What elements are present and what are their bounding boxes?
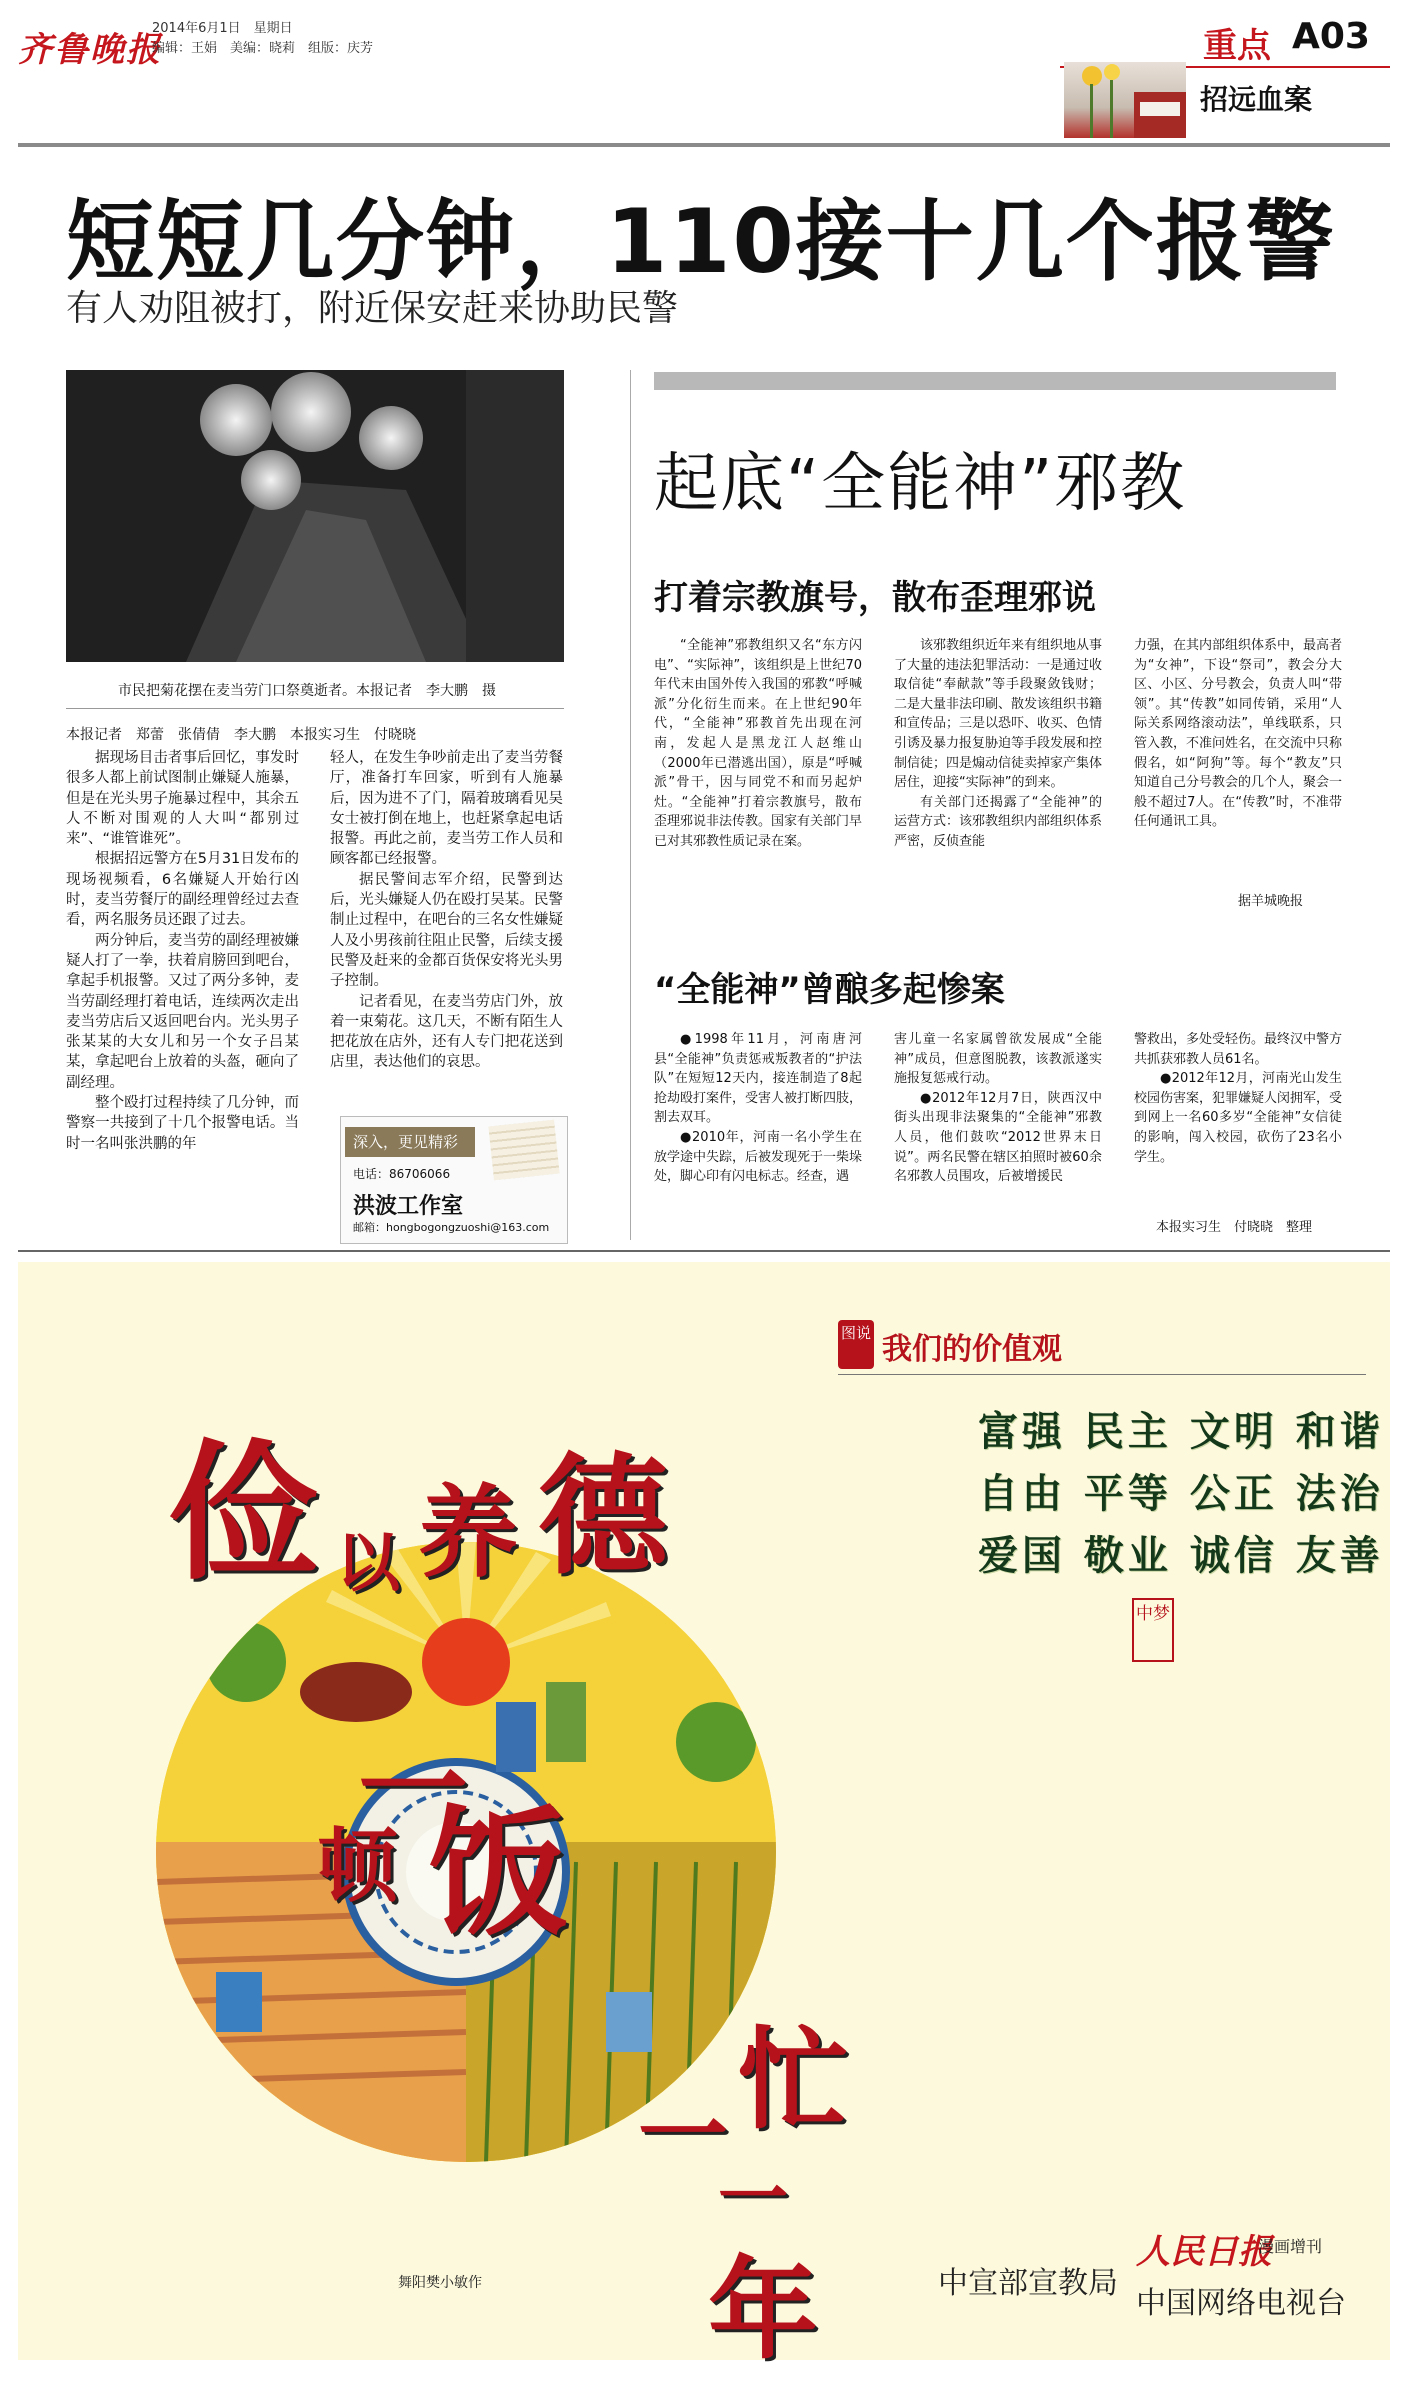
masthead-logo: 齐鲁晚报: [18, 30, 162, 70]
slogan-char-dun: 顿: [318, 1819, 398, 1913]
case-paragraph: ●2012年12月，河南光山发生校园伤害案，犯罪嫌疑人闵拥军，受到网上一名60多岁“全能神”女信徒的影响，闯入校园，砍伤了23名小学生。: [1134, 1071, 1342, 1165]
org-cntv: 中国网络电视台: [1136, 2286, 1346, 2321]
slogan-char-mang: 忙: [738, 2015, 848, 2144]
slogan-char-yi: 以: [336, 1526, 400, 1601]
header-divider: [18, 143, 1390, 147]
org-peoples-daily-logo: 人民日报: [1136, 2232, 1272, 2272]
article-column-2: [330, 748, 563, 1094]
scroll-icon: [488, 1120, 559, 1181]
article-paragraph: 根据招远警方在5月31日发布的现场视频看，6名嫌疑人开始行凶时，麦当劳餐厅的副经理曾经过去查看，两名服务员还跟了过去。: [66, 851, 299, 929]
photo-caption: 市民把菊花摆在麦当劳门口祭奠逝者。本报记者 李大鹏 摄: [118, 683, 496, 699]
cult-column-4: [654, 1030, 862, 1242]
org-peoples-daily-suffix: 漫画增刊: [1258, 2237, 1323, 2256]
cult-article-title: 起底“全能神”邪教: [654, 447, 1187, 521]
cult-column-6: [1134, 1030, 1342, 1216]
slogan-char-yi-3: 一: [638, 2082, 728, 2188]
series-thumbnail: [1064, 62, 1186, 138]
ad-phone: 电话：86706066: [353, 1167, 451, 1181]
series-title: 招远血案: [1200, 83, 1313, 116]
cult-column-3: [1134, 636, 1342, 872]
cult-column-2: [894, 636, 1102, 916]
case-paragraph: 警救出，多处受轻伤。最终汉中警方共抓获邪教人员61名。: [1134, 1032, 1342, 1067]
date-line: 2014年6月1日 星期日: [152, 21, 293, 36]
slogan-char-yang: 养: [418, 1473, 518, 1591]
staff-line: 编辑：王娟 美编：晓莉 组版：庆芳: [152, 41, 374, 56]
badge-icon: 图说: [838, 1320, 874, 1369]
slogan-char-yi-2: 一: [358, 1725, 468, 1854]
cult-compiler: 本报实习生 付晓晓 整理: [1156, 1220, 1313, 1235]
article-paragraph: 记者看见，在麦当劳店门外，放着一束菊花。这几天，不断有陌生人把花放在店外，还有人专门把花送到店里，表达他们的哀思。: [330, 993, 563, 1071]
ad-banner: 深入，更见精彩: [345, 1127, 475, 1157]
values-poster: [18, 1262, 1390, 2374]
main-headline: 短短几分钟，110接十几个报警: [66, 190, 1336, 293]
case-paragraph: ●1998年11月，河南唐河县“全能神”负责惩戒叛教者的“护法队”在短短12天内，接连制造了8起抢劫殴打案件，受害人被打断四肢，割去双耳。: [654, 1032, 862, 1126]
article-byline: 本报记者 郑蕾 张倩倩 李大鹏 本报实习生 付晓晓: [66, 727, 416, 743]
seal-stamp: 中梦: [1132, 1598, 1174, 1662]
cult-subhead-2: “全能神”曾酿多起惨案: [654, 970, 1005, 1010]
case-paragraph: ●2010年，河南一名小学生在放学途中失踪，后被发现死于一柴垛处，脚心印有闪电标志。经查，遇: [654, 1129, 862, 1185]
heading-rule: [838, 1374, 1366, 1375]
column-divider: [630, 370, 631, 1240]
slogan-char-yi-4: 一: [718, 2156, 788, 2239]
cult-subhead-1: 打着宗教旗号，散布歪理邪说: [654, 578, 1096, 618]
cult-column-5: [894, 1030, 1102, 1242]
article-paragraph: 两分钟后，麦当劳的副经理被嫌疑人打了一拳，扶着肩膀回到吧台，拿起手机报警。又过了两分多钟，麦当劳副经理打着电话，连续两次走出麦当劳店后又返回吧台内。光头男子张某某的大女儿和另一个女子吕某某，拿起吧台上放着的头盔，砸向了副经理。: [66, 932, 299, 1091]
slogan-char-jian: 俭: [168, 1425, 319, 1601]
ad-studio-name: 洪波工作室: [353, 1194, 464, 1219]
values-row-3: 爱国 敬业 诚信 友善: [978, 1533, 1384, 1579]
section-divider: [18, 1250, 1390, 1252]
cult-column-1: [654, 636, 862, 916]
article-paragraph: 据民警间志军介绍，民警到达后，光头嫌疑人仍在殴打吴某。民警制止过程中，在吧台的三名女性嫌疑人及小男孩前往阻止民警，后续支援民警及赶来的金都百货保安将光头男子控制。: [330, 871, 563, 990]
values-row-2: 自由 平等 公正 法治: [978, 1471, 1384, 1517]
org-propaganda-dept: 中宣部宣教局: [938, 2266, 1118, 2301]
page-number: A03: [1292, 16, 1370, 57]
article-paragraph: 轻人，在发生争吵前走出了麦当劳餐厅，准备打车回家，听到有人施暴后，因为进不了门，隔着玻璃看见吴女士被打倒在地上，也赶紧拿起电话报警。再此之前，麦当劳工作人员和顾客都已经报警。: [330, 750, 563, 868]
cult-paragraph: 力强，在其内部组织体系中，最高者为“女神”，下设“祭司”，教会分大区、小区、分号教会，负责人叫“带领”。其“传教”如同传销，采用“人际关系网络滚动法”，单线联系，只管入教，不准问姓名，在交流中只称假名，如“阿狗”等。每个“教友”只知道自己分号教会的几个人，聚会一般不超过7人。在“传教”时，不准带任何通讯工具。: [1134, 638, 1342, 830]
values-row-1: 富强 民主 文明 和谐: [978, 1409, 1384, 1455]
slogan-char-fan: 饭: [428, 1792, 569, 1956]
studio-ad-box: [340, 1116, 568, 1244]
cult-paragraph: 有关部门还揭露了“全能神”的运营方式：该邪教组织内部组织体系严密，反侦查能: [894, 794, 1102, 849]
art-credit: 舞阳樊小敏作: [398, 2275, 482, 2291]
news-photo: [66, 370, 564, 662]
case-paragraph: ●2012年12月7日，陕西汉中街头出现非法聚集的“全能神”邪教人员，他们鼓吹“2012世界末日说”。两名民警在辖区拍照时被60余名邪教人员围攻，后被增援民: [894, 1090, 1102, 1185]
cult-paragraph: 该邪教组织近年来有组织地从事了大量的违法犯罪活动：一是通过收取信徒“奉献款”等手段聚敛钱财；二是大量非法印刷、散发该组织书籍和宣传品；三是以恐吓、收买、色情引诱及暴力报复胁迫等手段发展和控制信徒；四是煽动信徒卖掉家产集体居住，迎接“实际神”的到来。: [894, 638, 1102, 791]
cult-source: 据羊城晚报: [1238, 894, 1304, 909]
chrysanthemum-bouquet-icon: [66, 370, 564, 662]
caption-divider: [66, 708, 564, 709]
article-paragraph: 据现场目击者事后回忆，事发时很多人都上前试图制止嫌疑人施暴，但是在光头男子施暴过程中，其余五人不断对围观的人大叫“都别过来”、“谁管谁死”。: [66, 750, 299, 848]
section-label: 重点: [1203, 26, 1271, 66]
case-paragraph: 害儿童一名家属曾欲发展成“全能神”成员，但意图脱教，该教派遂实施报复惩戒行动。: [894, 1032, 1102, 1087]
article-paragraph: 整个殴打过程持续了几分钟，而警察一共接到了十几个报警电话。当时一名叫张洪鹏的年: [66, 1095, 299, 1152]
flower-icon: [1064, 62, 1186, 138]
slogan-char-de: 德: [538, 1439, 669, 1592]
values-heading: 我们的价值观: [882, 1332, 1062, 1367]
main-subheadline: 有人劝阻被打，附近保安赶来协助民警: [66, 288, 679, 329]
slogan-char-nian: 年: [708, 2245, 818, 2374]
cult-paragraph: “全能神”邪教组织又名“东方闪电”、“实际神”，该组织是上世纪70年代末由国外传入我国的邪教“呼喊派”分化衍生而来。在上世纪90年代，“全能神”邪教首先出现在河南，发起人是黑龙江人赵维山（2000年已潜逃出国），原是“呼喊派”骨干，因与同党不和而另起炉灶。“全能神”打着宗教旗号，散布歪理邪说非法传教。国家有关部门早已对其邪教性质记录在案。: [654, 638, 862, 849]
article-column-1: [66, 748, 299, 1238]
ad-email[interactable]: 邮箱：hongbogongzuoshi@163.com: [353, 1221, 550, 1234]
title-bar: [654, 372, 1336, 390]
